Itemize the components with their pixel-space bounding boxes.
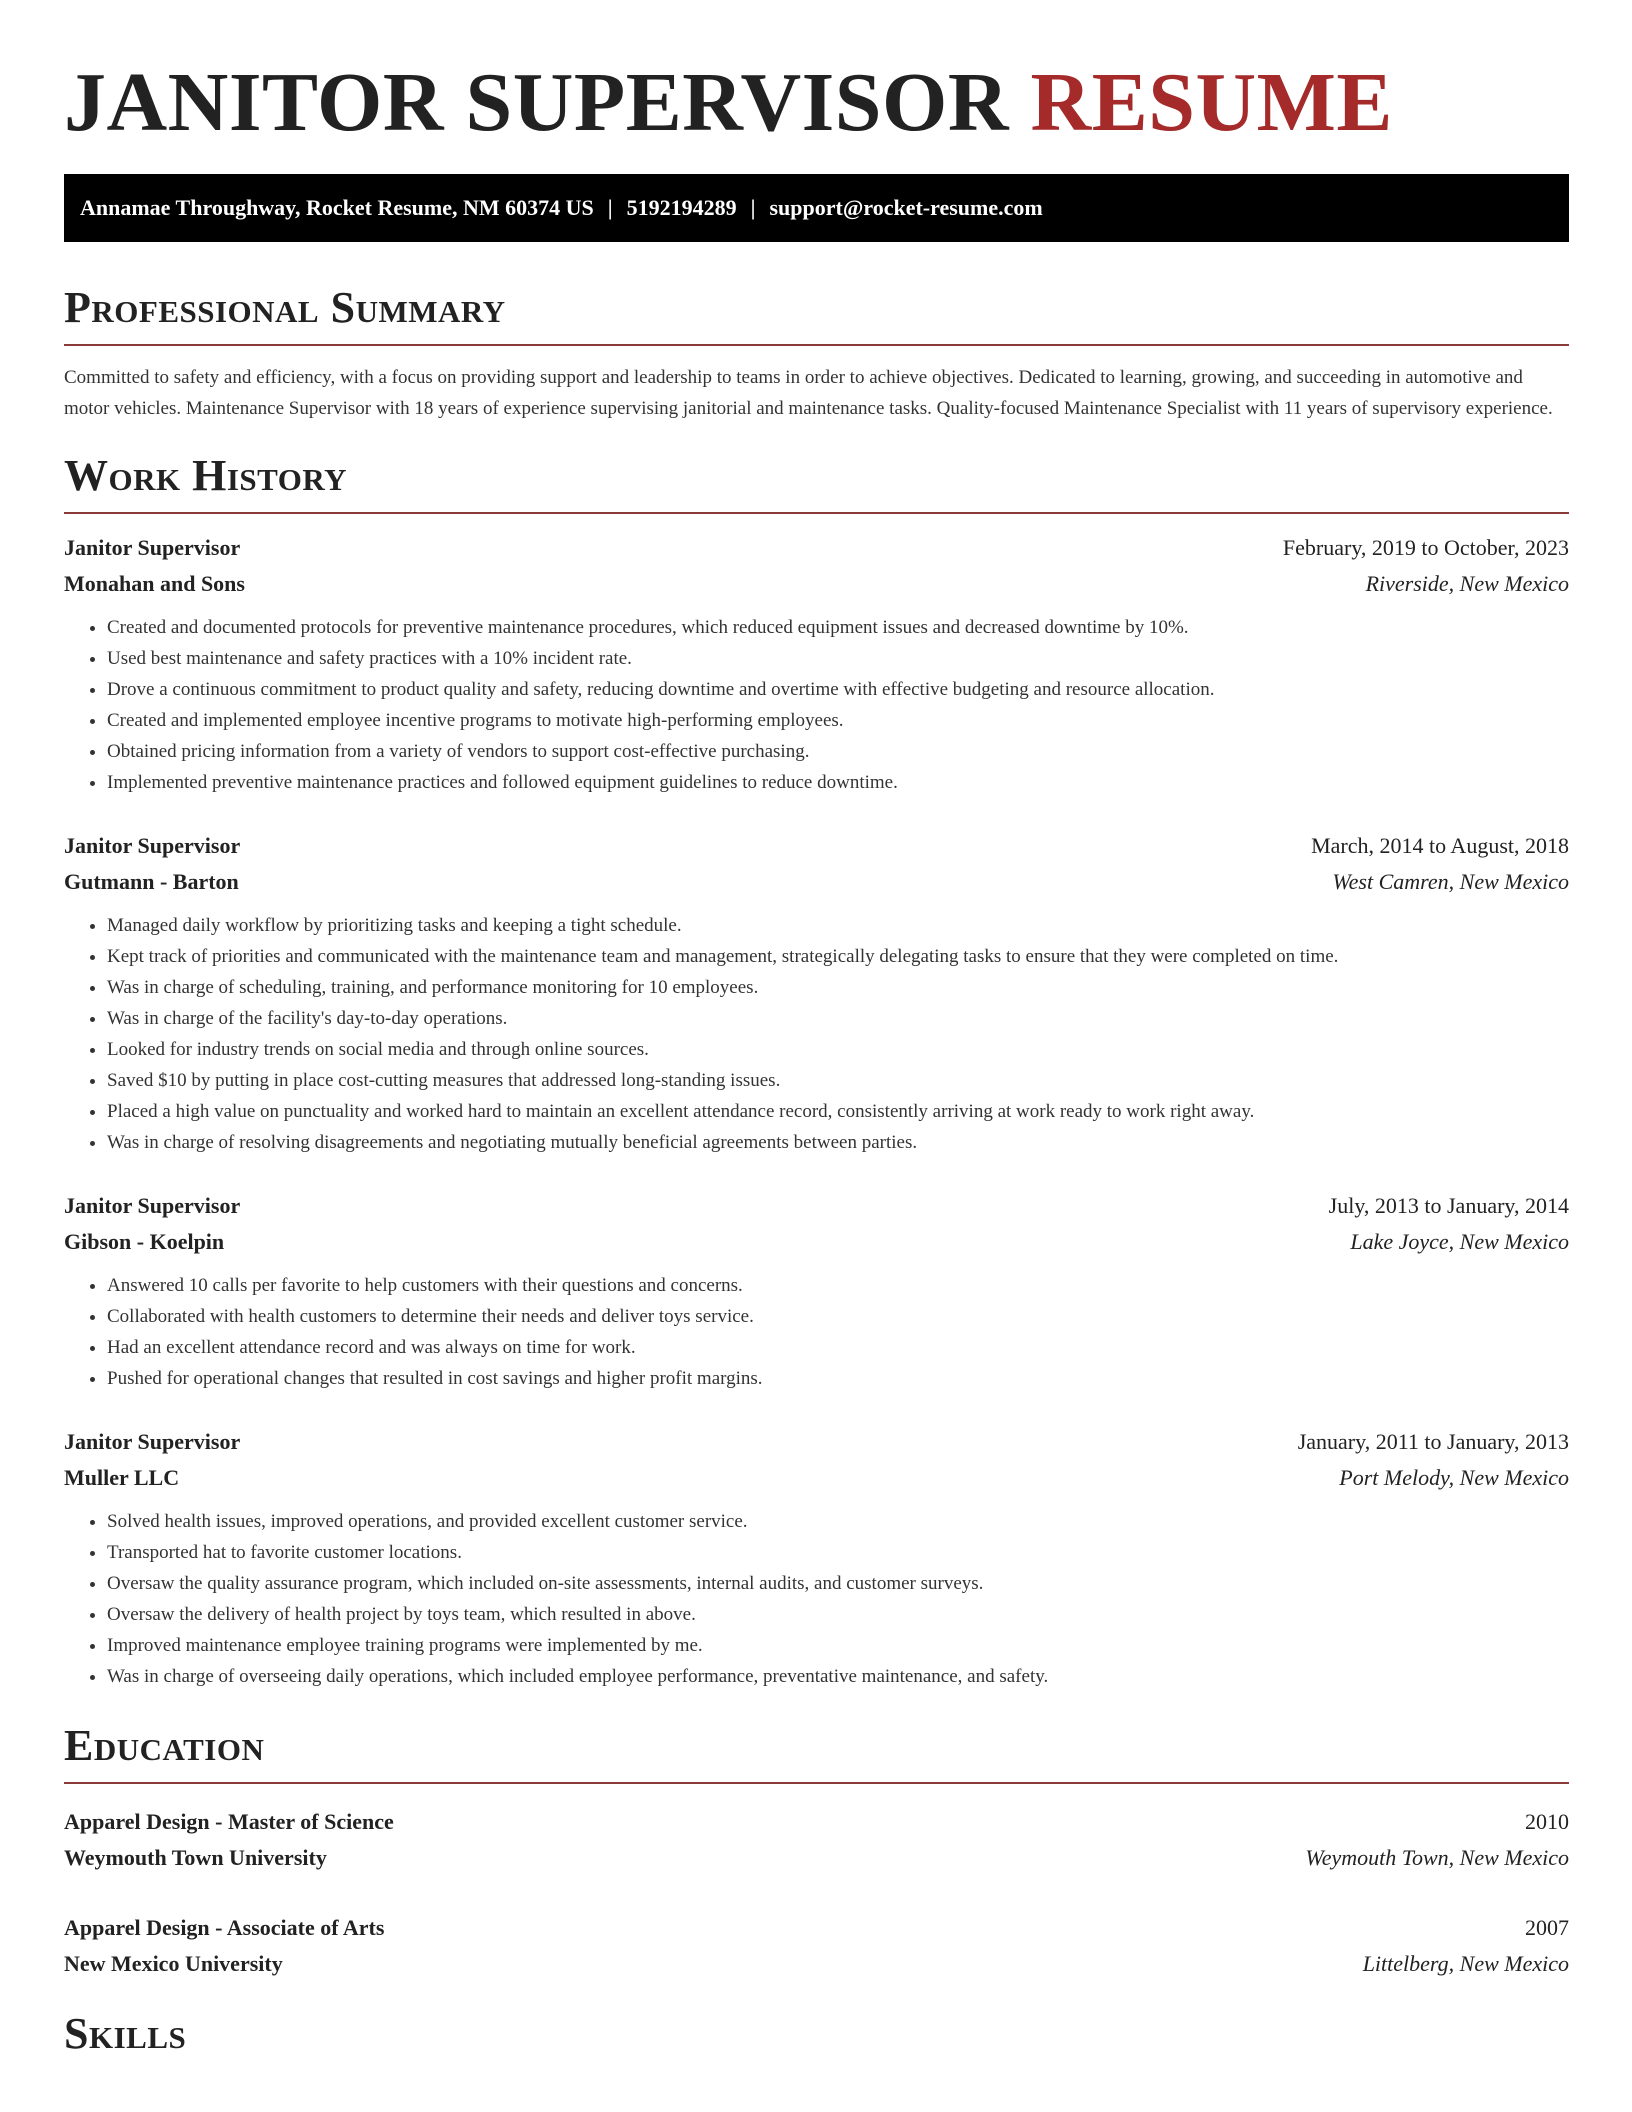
section-divider [64,512,1569,514]
job-bullet: • Improved maintenance employee training programs were implemented by me. [107,1630,1569,1661]
job-title: Janitor Supervisor [64,1429,241,1454]
education-entry [64,1910,1569,1982]
job-bullet: • Managed daily workflow by prioritizing tasks and keeping a tight schedule. [107,910,1569,941]
contact-address: Annamae Throughway, Rocket Resume, NM 60374 US [80,195,594,220]
job-dates: February, 2019 to October, 2023 [1282,535,1569,560]
job-bullet: • Created and documented protocols for preventive maintenance procedures, which reduced equipment issues and decreased downtime by 10%. [107,612,1569,643]
job-bullet: • Was in charge of the facility's day-to-day operations. [107,1003,1569,1034]
job-bullet: • Oversaw the delivery of health project by toys team, which resulted in above. [107,1599,1569,1630]
contact-phone: 5192194289 [626,195,737,220]
job-entry [64,828,1569,1158]
job-location: West Camren, New Mexico [1332,869,1569,894]
contact-separator: | [607,195,613,220]
job-company: Monahan and Sons [64,571,245,596]
job-bullet: • Pushed for operational changes that resulted in cost savings and higher profit margins. [107,1363,1569,1394]
title-main: JANITOR SUPERVISOR [64,56,1010,149]
job-bullets [64,1506,1569,1692]
education-degree: Apparel Design - Associate of Arts [64,1915,385,1940]
job-bullet: • Answered 10 calls per favorite to help customers with their questions and concerns. [107,1270,1569,1301]
job-bullets [64,910,1569,1158]
job-entry [64,1188,1569,1394]
job-company: Gibson - Koelpin [64,1229,225,1254]
job-bullets [64,612,1569,798]
contact-separator: | [750,195,756,220]
education-degree: Apparel Design - Master of Science [64,1809,394,1834]
job-bullet: • Kept track of priorities and communicated with the maintenance team and management, strategically delegating tasks to ensure that they were completed on time. [107,941,1569,972]
job-bullet: • Solved health issues, improved operations, and provided excellent customer service. [107,1506,1569,1537]
job-bullet: • Transported hat to favorite customer locations. [107,1537,1569,1568]
job-dates: July, 2013 to January, 2014 [1328,1193,1569,1218]
education-year: 2010 [1525,1809,1569,1834]
job-entry [64,1424,1569,1692]
job-bullet: • Looked for industry trends on social media and through online sources. [107,1034,1569,1065]
section-title-skills: Skills [64,2009,187,2058]
job-entry [64,530,1569,798]
job-bullet: • Obtained pricing information from a variety of vendors to support cost-effective purchasing. [107,736,1569,767]
job-location: Riverside, New Mexico [1365,571,1569,596]
job-bullet: • Was in charge of scheduling, training, and performance monitoring for 10 employees. [107,972,1569,1003]
job-bullet: • Collaborated with health customers to determine their needs and deliver toys service. [107,1301,1569,1332]
job-bullet: • Drove a continuous commitment to product quality and safety, reducing downtime and overtime with effective budgeting and resource allocation. [107,674,1569,705]
job-bullet: • Saved $10 by putting in place cost-cutting measures that addressed long-standing issues. [107,1065,1569,1096]
section-divider [64,344,1569,346]
education-location: Littelberg, New Mexico [1362,1951,1569,1976]
contact-bar [64,174,1569,242]
section-title-education: Education [64,1721,265,1770]
education-year: 2007 [1525,1915,1569,1940]
job-title: Janitor Supervisor [64,1193,241,1218]
job-bullet: • Implemented preventive maintenance practices and followed equipment guidelines to reduce downtime. [107,767,1569,798]
education-location: Weymouth Town, New Mexico [1305,1845,1569,1870]
job-title: Janitor Supervisor [64,535,241,560]
section-divider [64,1782,1569,1784]
title-accent: RESUME [1030,56,1393,149]
job-company: Gutmann - Barton [64,869,239,894]
job-bullets [64,1270,1569,1394]
education-school: Weymouth Town University [64,1845,327,1870]
job-location: Port Melody, New Mexico [1339,1465,1569,1490]
summary-text: Committed to safety and efficiency, with a focus on providing support and leadership to teams in order to achieve objectives. Dedicated to learning, growing, and succeeding in automotive and motor vehicles. Maintenance Supervisor with 18 years of experience supervising janitorial and maintenance tasks. Quality-focused Maintenance Specialist with 11 years of supervisory experience. [64,367,1553,419]
section-title-summary: Professional Summary [64,283,506,332]
job-title: Janitor Supervisor [64,833,241,858]
job-bullet: • Was in charge of overseeing daily operations, which included employee performance, preventative maintenance, and safety. [107,1661,1569,1692]
job-bullet: • Oversaw the quality assurance program, which included on-site assessments, internal audits, and customer surveys. [107,1568,1569,1599]
job-bullet: • Placed a high value on punctuality and worked hard to maintain an excellent attendance record, consistently arriving at work ready to work right away. [107,1096,1569,1127]
job-bullet: • Was in charge of resolving disagreements and negotiating mutually beneficial agreements between parties. [107,1127,1569,1158]
job-company: Muller LLC [64,1465,180,1490]
resume-title [64,0,1569,154]
education-entry [64,1804,1569,1876]
section-title-work-history: Work History [64,451,348,500]
education-school: New Mexico University [64,1951,283,1976]
job-bullet: • Created and implemented employee incentive programs to motivate high-performing employees. [107,705,1569,736]
job-bullet: • Used best maintenance and safety practices with a 10% incident rate. [107,643,1569,674]
contact-email: support@rocket-resume.com [769,195,1043,220]
job-location: Lake Joyce, New Mexico [1350,1229,1569,1254]
resume-page [64,0,1569,2060]
job-dates: January, 2011 to January, 2013 [1297,1429,1569,1454]
job-dates: March, 2014 to August, 2018 [1311,833,1569,858]
job-bullet: • Had an excellent attendance record and was always on time for work. [107,1332,1569,1363]
